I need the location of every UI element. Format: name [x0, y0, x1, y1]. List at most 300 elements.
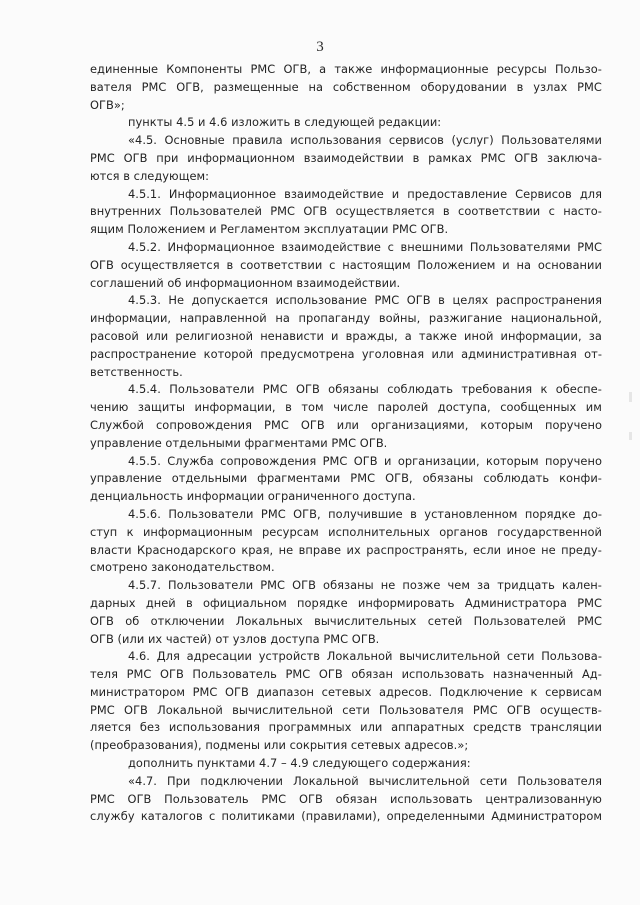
word: предоставление	[407, 186, 508, 201]
word: обязаны	[422, 471, 474, 486]
scan-edge-mark	[629, 392, 632, 402]
page-number: 3	[316, 39, 324, 55]
scan-edge-mark	[629, 432, 632, 440]
word: РМС	[90, 702, 115, 717]
word: ОГВ	[406, 293, 431, 308]
word: политиками	[221, 809, 295, 824]
word: осуществ-	[540, 702, 602, 717]
word: защиты	[137, 400, 186, 415]
word: вычислительных	[314, 613, 417, 628]
word: соответствии	[458, 204, 541, 219]
word: взаимодействие	[284, 186, 384, 201]
word: том	[301, 400, 324, 415]
text-line	[90, 150, 602, 168]
word: Локальных	[235, 613, 303, 628]
word: или	[336, 417, 359, 432]
word: к	[540, 382, 548, 397]
text-line	[90, 506, 602, 524]
word: При	[167, 773, 191, 788]
word: для	[579, 186, 602, 201]
word: Краснодарского	[137, 542, 236, 557]
word: Администратором	[491, 809, 602, 824]
word: порядке	[524, 506, 576, 521]
word: разжигание	[428, 311, 503, 326]
word: Компоненты	[166, 62, 243, 76]
word: Пользователями	[469, 239, 571, 254]
word: Сервисов	[515, 186, 572, 201]
word: «4.7.	[128, 773, 157, 788]
word: ОГВ	[292, 578, 316, 593]
word: Информационное	[168, 186, 277, 201]
word: и	[331, 328, 339, 343]
word: и	[502, 257, 510, 272]
word: РМС	[577, 613, 602, 628]
word: также	[418, 328, 457, 343]
word: взаимодействии	[303, 150, 404, 165]
text-line	[90, 453, 602, 471]
word: предусмотрена	[260, 346, 355, 361]
text-line: дополнить пунктами 4.7 – 4.9 следующего содержания:	[128, 756, 471, 771]
word: не	[541, 542, 556, 557]
document-body	[90, 61, 602, 826]
word: иное	[506, 542, 536, 557]
word: информации,	[90, 311, 172, 326]
word: установленном	[424, 506, 518, 521]
word: распространять,	[366, 542, 468, 557]
word: расовой	[90, 328, 139, 343]
text-line	[90, 524, 602, 542]
text-line	[90, 79, 602, 97]
word: с	[387, 239, 394, 254]
word: ОГВ	[124, 702, 148, 717]
word: назначенный	[492, 667, 574, 682]
text-line: смотрено законодательством.	[90, 560, 275, 575]
word: Информационное	[167, 239, 275, 254]
word: с	[548, 204, 555, 219]
word: информационные	[380, 62, 489, 76]
word: Пользователей	[169, 204, 262, 219]
word: в	[412, 150, 420, 165]
word: официальном	[202, 595, 287, 610]
word: устройств	[258, 649, 321, 664]
word: ОГВ	[225, 684, 249, 699]
word: РМС	[472, 702, 498, 717]
text-line: денциальность информации ограниченного доступа.	[90, 489, 416, 504]
word: использовать	[389, 791, 473, 806]
text-line: ящим Положением и Регламентом эксплуатации РМС ОГВ.	[90, 222, 449, 237]
text-line	[90, 239, 602, 257]
word: поручено	[545, 417, 602, 432]
word: ляется	[90, 720, 132, 735]
word: дарных	[90, 595, 136, 610]
word: информировать	[357, 595, 455, 610]
word: исполнительных	[328, 524, 430, 539]
word: взаимодействие	[281, 239, 381, 254]
word: внутренних	[90, 204, 162, 219]
word: РМС	[90, 150, 115, 165]
word: службу	[90, 809, 135, 824]
word: Пользователями	[501, 133, 602, 148]
word: сервисов	[388, 133, 444, 148]
text-line	[90, 542, 602, 560]
word: обязан	[351, 667, 393, 682]
word: ненависти	[260, 328, 324, 343]
word: централизованную	[485, 791, 602, 806]
word: (правилами),	[301, 809, 381, 824]
word: ресурсам	[262, 524, 319, 539]
word: средств	[473, 720, 522, 735]
word: соблюдать	[387, 382, 453, 397]
word: РМС	[480, 150, 506, 165]
word: 4.5.7.	[128, 578, 161, 593]
word: целях	[452, 293, 489, 308]
word: использования	[290, 133, 382, 148]
text-line: ОГВ (или их частей) от узлов доступа РМС ОГВ.	[90, 631, 380, 646]
word: поручено	[545, 453, 602, 468]
word: РМС	[261, 791, 287, 806]
word: допускается	[191, 293, 269, 308]
word: получившие	[328, 506, 403, 521]
word: РМС	[90, 791, 115, 806]
word: Положением	[417, 257, 496, 272]
word: использовать	[401, 667, 485, 682]
word: аппаратных	[391, 720, 465, 735]
word: вателя	[90, 79, 132, 94]
word: или	[431, 346, 454, 361]
text-line	[90, 346, 602, 364]
text-line: соглашений об информационном взаимодействии.	[90, 275, 401, 290]
word: Пользова-	[541, 649, 602, 664]
text-line	[90, 203, 602, 221]
word: рамках	[428, 150, 472, 165]
word: РМС	[264, 417, 289, 432]
word: на	[275, 311, 290, 326]
word: с	[329, 257, 336, 272]
word: ОГВ	[353, 453, 378, 468]
word: Служба	[167, 453, 214, 468]
word: РМС	[260, 506, 286, 521]
word: Пользователей	[473, 613, 566, 628]
word: дней	[145, 595, 176, 610]
word: власти	[90, 542, 132, 557]
word: в	[226, 257, 234, 272]
word: Подключение	[439, 684, 523, 699]
word: Пользователя	[379, 702, 464, 717]
word: РМС	[270, 204, 296, 219]
word: за	[588, 328, 602, 343]
word: ОГВ	[303, 204, 328, 219]
word: пропаганду	[298, 311, 371, 326]
word: их	[346, 542, 361, 557]
word: или	[146, 328, 169, 343]
text-line	[90, 257, 602, 275]
word: оборудовании	[420, 79, 507, 94]
word: вычислительной	[368, 773, 470, 788]
word: 4.5.5.	[128, 453, 161, 468]
word: правила	[232, 133, 283, 148]
word: каталогов	[140, 809, 203, 824]
word: собственном	[332, 79, 411, 94]
word: единенные	[90, 62, 159, 76]
word: Для	[156, 649, 180, 664]
word: РМС	[577, 79, 602, 94]
word: 4.5.4.	[128, 382, 161, 397]
word: от-	[584, 346, 602, 361]
word: 4.5.2.	[128, 239, 161, 254]
word: распространения	[495, 293, 602, 308]
word: заключа-	[546, 150, 602, 165]
word: ОГВ	[90, 257, 114, 272]
word: соблюдать	[483, 471, 550, 486]
word: без	[139, 720, 161, 735]
text-line	[90, 61, 602, 79]
word: паролей	[377, 400, 429, 415]
word: сети	[506, 649, 535, 664]
word: обеспе-	[555, 382, 602, 397]
word: теля	[90, 667, 118, 682]
word: преду-	[561, 542, 602, 557]
word: сетей	[427, 613, 463, 628]
text-line	[90, 577, 602, 595]
word: РМС	[250, 62, 276, 76]
text-line: ются в следующем:	[90, 168, 210, 183]
text-line	[90, 684, 602, 702]
word: ОГВ	[295, 382, 320, 397]
word: насто-	[563, 204, 602, 219]
word: в	[438, 293, 445, 308]
word: адресов.	[378, 684, 433, 699]
text-line	[90, 808, 602, 826]
word: Пользователи	[169, 382, 255, 397]
word: сообщенных	[500, 400, 577, 415]
word: чению	[90, 400, 129, 415]
word: организации,	[397, 453, 480, 468]
word: РМС	[126, 667, 152, 682]
word: программных	[268, 720, 352, 735]
word: РМС	[350, 471, 376, 486]
word: РМС	[260, 578, 286, 593]
word: основании	[537, 257, 602, 272]
text-line	[90, 399, 602, 417]
word: иной	[464, 328, 494, 343]
word: информационным	[142, 524, 253, 539]
text-line	[90, 702, 602, 720]
text-line	[90, 186, 602, 204]
text-line	[90, 648, 602, 666]
word: которым	[480, 417, 534, 432]
word: которым	[486, 453, 539, 468]
word: Службой	[90, 417, 144, 432]
word: религиозной	[175, 328, 254, 343]
word: ОГВ	[159, 667, 184, 682]
word: уголовная	[361, 346, 425, 361]
text-line	[90, 791, 602, 809]
word: сопровождения	[155, 417, 253, 432]
text-line: управление отдельными фрагментами РМС ОГВ.	[90, 435, 388, 450]
word: РМС	[374, 293, 400, 308]
word: порядке	[297, 595, 348, 610]
word: фрагментами	[257, 471, 341, 486]
word: ОГВ,	[293, 506, 321, 521]
word: в	[516, 79, 524, 94]
word: использования	[168, 720, 260, 735]
word: управление	[90, 471, 162, 486]
word: 4.5.6.	[128, 506, 161, 521]
word: также	[334, 62, 373, 76]
text-line	[90, 292, 602, 310]
word: Локальной	[157, 702, 223, 717]
word: не	[380, 578, 396, 593]
word: Локальной	[326, 649, 393, 664]
word: ОГВ	[127, 791, 152, 806]
word: размещенные	[213, 79, 299, 94]
text-line	[90, 470, 602, 488]
word: конфи-	[559, 471, 602, 486]
word: осуществляется	[335, 204, 435, 219]
word: ОГВ,	[176, 79, 204, 94]
word: распространение	[90, 346, 197, 361]
text-line: ОГВ»;	[90, 97, 125, 112]
word: им	[585, 400, 602, 415]
word: организациями,	[371, 417, 469, 432]
word: РМС	[141, 79, 167, 94]
text-line	[90, 132, 602, 150]
word: определенными	[386, 809, 485, 824]
word: вражды,	[345, 328, 398, 343]
word: ОГВ	[514, 150, 539, 165]
word: Пользо-	[554, 62, 602, 76]
word: кален-	[561, 578, 602, 593]
word: с	[208, 809, 216, 824]
word: которой	[203, 346, 254, 361]
word: войны,	[378, 311, 421, 326]
word: а	[319, 62, 327, 76]
word: не	[278, 542, 294, 557]
word: и	[391, 186, 400, 201]
word: в	[442, 204, 450, 219]
word: ОГВ,	[385, 471, 413, 486]
word: Ад-	[581, 667, 602, 682]
text-line: ветственность.	[90, 364, 183, 379]
word: ОГВ	[300, 417, 325, 432]
text-line	[90, 417, 602, 435]
word: к	[126, 524, 134, 539]
word: обязаны	[323, 578, 374, 593]
word: обязаны	[328, 382, 379, 397]
word: отключении	[150, 613, 225, 628]
word: РМС	[262, 382, 288, 397]
word: информации,	[194, 400, 276, 415]
word: ступ	[90, 524, 118, 539]
word: чем	[447, 578, 470, 593]
word: сети	[479, 773, 508, 788]
word: «4.5.	[128, 133, 157, 148]
word: вычислительной	[232, 702, 334, 717]
word: к	[530, 684, 538, 699]
word: ОГВ,	[283, 62, 311, 76]
word: обязан	[335, 791, 378, 806]
word: ресурсы	[496, 62, 547, 76]
word: направленной	[179, 311, 267, 326]
word: в	[185, 595, 193, 610]
word: требования	[461, 382, 533, 397]
text-line	[90, 381, 602, 399]
word: Пользователи	[167, 578, 254, 593]
word: а	[404, 328, 412, 343]
word: отдельными	[171, 471, 248, 486]
word: подключении	[200, 773, 284, 788]
text-line: пункты 4.5 и 4.6 изложить в следующей редакции:	[128, 115, 442, 130]
word: или	[360, 720, 383, 735]
text-line	[90, 773, 602, 791]
word: вычислительной	[399, 649, 501, 664]
word: ОГВ	[506, 702, 531, 717]
word: Пользователя	[517, 773, 602, 788]
word: вправе	[298, 542, 342, 557]
word: в	[410, 506, 417, 521]
word: об	[125, 613, 140, 628]
word: 4.5.1.	[128, 186, 161, 201]
text-line	[90, 666, 602, 684]
word: Пользователь	[164, 791, 249, 806]
word: национальной,	[510, 311, 602, 326]
word: адресации	[186, 649, 252, 664]
word: сети	[342, 702, 370, 717]
word: Локальной	[293, 773, 359, 788]
word: Не	[168, 293, 185, 308]
word: 4.5.3.	[128, 293, 161, 308]
word: информационном	[187, 150, 295, 165]
word: трансляции	[530, 720, 602, 735]
text-line	[90, 719, 602, 737]
word: ОГВ	[123, 150, 148, 165]
word: внешними	[400, 239, 464, 254]
text-line	[90, 328, 602, 346]
word: сетевых	[321, 684, 372, 699]
word: за	[477, 578, 491, 593]
word: диапазон	[256, 684, 315, 699]
word: использование	[275, 293, 367, 308]
word: при	[156, 150, 179, 165]
word: (услуг)	[451, 133, 494, 148]
word: настоящим	[342, 257, 411, 272]
text-line	[90, 595, 602, 613]
word: до-	[582, 506, 602, 521]
word: сопровождения	[220, 453, 317, 468]
word: если	[472, 542, 502, 557]
word: в	[285, 400, 292, 415]
word: 4.6.	[128, 649, 150, 664]
word: министратором	[90, 684, 186, 699]
word: Пользователи	[168, 506, 254, 521]
word: РМС	[577, 595, 602, 610]
text-line: (преобразования), подмены или сокрытия сетевых адресов.»;	[90, 738, 469, 753]
word: Основные	[164, 133, 225, 148]
word: Пользователь	[192, 667, 277, 682]
word: ОГВ	[90, 613, 114, 628]
word: ОГВ	[298, 791, 323, 806]
word: государственной	[497, 524, 602, 539]
word: информации,	[500, 328, 582, 343]
word: доступа,	[437, 400, 491, 415]
word: осуществляется	[120, 257, 220, 272]
text-line	[90, 310, 602, 328]
word: ОГВ	[318, 667, 343, 682]
word: РМС	[577, 239, 602, 254]
word: органов	[439, 524, 488, 539]
word: на	[308, 79, 323, 94]
word: края,	[241, 542, 274, 557]
